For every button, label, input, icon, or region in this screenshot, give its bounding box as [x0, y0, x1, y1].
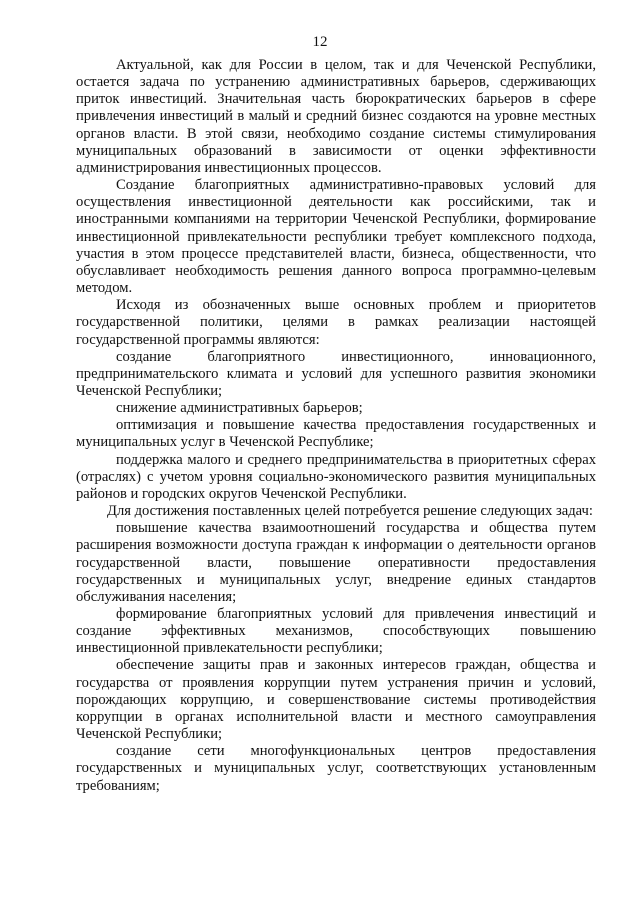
list-item: снижение административных барьеров;	[116, 400, 363, 417]
list-item: оптимизация и повышение качества предоставления государственных и муниципальных услуг в Чеченской Республике;	[76, 417, 596, 451]
list-item: поддержка малого и среднего предпринимательства в приоритетных сферах (отраслях) с учетом уровня социально-экономического развития муниципальных районов и городских округов Чеченской Республики.	[76, 451, 596, 502]
list-item: формирование благоприятных условий для привлечения инвестиций и создание эффективных механизмов, способствующих повышению инвестиционной привлекательности республики;	[76, 606, 596, 657]
list-item: создание благоприятного инвестиционного, инновационного, предпринимательского климата и условий для успешного развития экономики Чеченской Республики;	[76, 348, 596, 399]
paragraph: Создание благоприятных административно-правовых условий для осуществления инвестиционной деятельности как российскими, так и иностранными компаниями на территории Чеченской Республики, формирование инвестиционной привлекательности республики требует комплексного подхода, участия в этом процессе представителей власти, бизнеса, общественности, что обуславливает необходимость решения данного вопроса программно-целевым методом.	[76, 177, 596, 297]
paragraph: Исходя из обозначенных выше основных проблем и приоритетов государственной политики, целями в рамках реализации настоящей государственной программы являются:	[76, 297, 596, 348]
list-item: создание сети многофункциональных центров предоставления государственных и муниципальных услуг, соответствующих установленным требованиям;	[76, 743, 596, 794]
list-item: повышение качества взаимоотношений государства и общества путем расширения возможности доступа граждан к информации о деятельности органов государственной власти, повышение оперативности предоставления государственных и муниципальных услуг, внедрение единых стандартов обслуживания населения;	[76, 520, 596, 605]
document-body	[76, 57, 596, 795]
list-item: обеспечение защиты прав и законных интересов граждан, общества и государства от проявления коррупции путем устранения причин и условий, порождающих коррупцию, и совершенствование системы противодействия коррупции в органах исполнительной власти и местного самоуправления Чеченской Республики;	[76, 657, 596, 743]
paragraph: Для достижения поставленных целей потребуется решение следующих задач:	[107, 503, 593, 520]
page-number: 12	[312, 34, 328, 50]
paragraph: Актуальной, как для России в целом, так и для Чеченской Республики, остается задача по устранению административных барьеров, сдерживающих приток инвестиций. Значительная часть бюрократических барьеров в сфере привлечения инвестиций в малый и средний бизнес создаются на уровне местных органов власти. В этой связи, необходимо создание системы стимулирования муниципальных образований в зависимости от оценки эффективности администрирования инвестиционных процессов.	[76, 57, 596, 176]
